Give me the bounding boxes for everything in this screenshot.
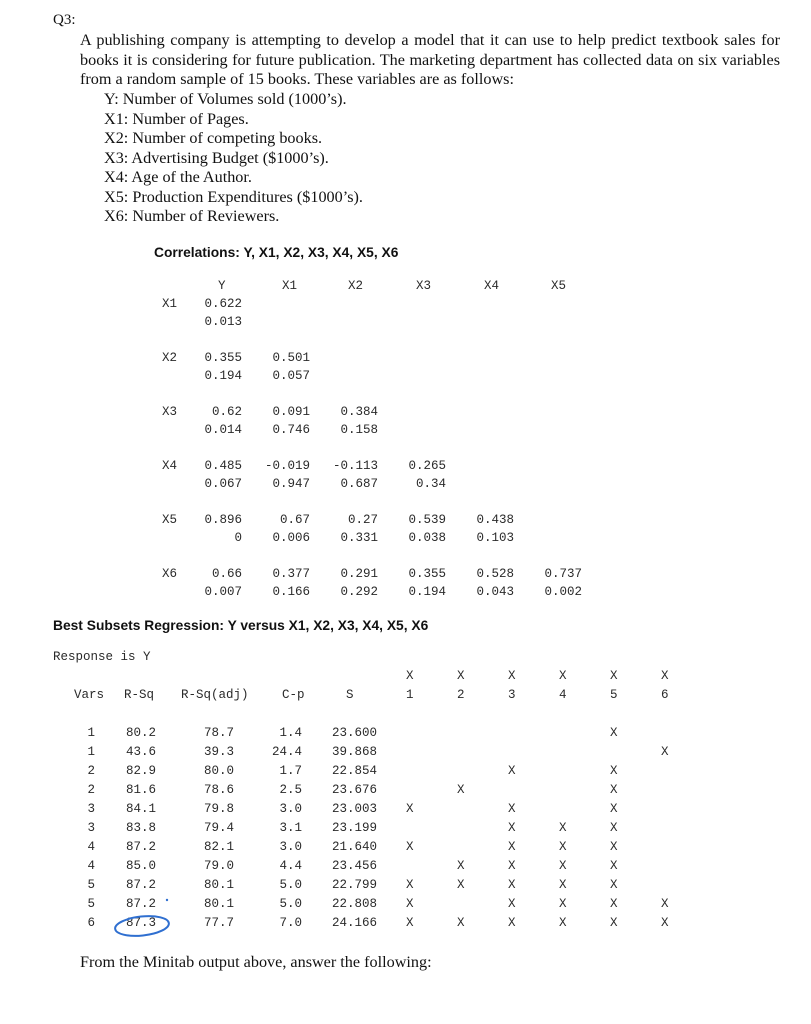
predictor-header-bottom: 1 (406, 688, 414, 702)
bs-predictor-mark: X (406, 840, 414, 854)
bs-rsq: 81.6 (125, 783, 156, 797)
bs-rsq-adj: 80.1 (203, 878, 234, 892)
dot-annotation (166, 899, 168, 901)
corr-p-value: 0.331 (340, 531, 378, 545)
corr-coefficient: 0.66 (211, 567, 242, 581)
bs-vars: 4 (87, 859, 95, 873)
corr-p-value: 0.34 (415, 477, 446, 491)
predictor-header-bottom: 5 (610, 688, 618, 702)
predictor-header-top: X (406, 669, 414, 683)
bs-predictor-mark: X (406, 878, 414, 892)
bs-predictor-mark: X (610, 802, 618, 816)
bs-rsq-adj: 80.0 (203, 764, 234, 778)
corr-row-label: X1 (162, 297, 178, 311)
variable-x3: X3: Advertising Budget ($1000’s). (104, 148, 329, 167)
bs-predictor-mark: X (610, 764, 618, 778)
bs-s: 22.808 (331, 897, 377, 911)
predictor-header-bottom: 2 (457, 688, 465, 702)
bs-s: 24.166 (331, 916, 377, 930)
bs-vars: 1 (87, 726, 95, 740)
bs-predictor-mark: X (457, 783, 465, 797)
predictor-header-top: X (610, 669, 618, 683)
bs-s: 23.676 (331, 783, 377, 797)
bs-s: 23.003 (331, 802, 377, 816)
corr-p-value: 0.103 (476, 531, 514, 545)
corr-coefficient: -0.113 (332, 459, 378, 473)
corr-col-header: X2 (348, 279, 364, 293)
variable-x1: X1: Number of Pages. (104, 109, 249, 128)
bs-predictor-mark: X (661, 745, 669, 759)
best-subsets-title: Best Subsets Regression: Y versus X1, X2, X3, X4, X5, X6 (53, 618, 429, 633)
bs-predictor-mark: X (559, 859, 567, 873)
corr-coefficient: 0.737 (544, 567, 582, 581)
bs-rsq: 82.9 (125, 764, 156, 778)
bs-predictor-mark: X (610, 840, 618, 854)
bs-vars: 2 (87, 764, 95, 778)
corr-p-value: 0.194 (204, 369, 242, 383)
corr-col-header: Y (218, 279, 226, 293)
bs-cp: 1.4 (279, 726, 302, 740)
bs-s: 23.456 (331, 859, 377, 873)
bs-cp: 1.7 (279, 764, 302, 778)
bs-rsq: 43.6 (125, 745, 156, 759)
bs-vars: 2 (87, 783, 95, 797)
corr-coefficient: 0.62 (211, 405, 242, 419)
bs-rsq: 87.2 (125, 897, 156, 911)
bs-rsq-adj: 79.4 (203, 821, 234, 835)
corr-coefficient: 0.622 (204, 297, 242, 311)
bs-predictor-mark: X (610, 897, 618, 911)
response-line: Response is Y (53, 650, 151, 664)
corr-coefficient: 0.091 (272, 405, 310, 419)
corr-coefficient: 0.355 (408, 567, 446, 581)
corr-col-header: X4 (484, 279, 500, 293)
corr-row-label: X5 (162, 513, 178, 527)
bs-rsq-adj: 39.3 (203, 745, 234, 759)
predictor-header-top: X (661, 669, 669, 683)
corr-coefficient: 0.539 (408, 513, 446, 527)
corr-p-value: 0.043 (476, 585, 514, 599)
corr-p-value: 0.158 (340, 423, 378, 437)
bs-vars: 5 (87, 878, 95, 892)
bs-predictor-mark: X (610, 878, 618, 892)
corr-p-value: 0 (234, 531, 242, 545)
bs-rsq-adj: 80.1 (203, 897, 234, 911)
bs-rsq: 87.3 (125, 916, 156, 930)
bs-rsq-adj: 78.7 (203, 726, 234, 740)
bs-rsq-adj: 78.6 (203, 783, 234, 797)
predictor-header-top: X (559, 669, 567, 683)
corr-coefficient: 0.291 (340, 567, 378, 581)
bs-col-header: C-p (282, 688, 305, 702)
bs-rsq-adj: 79.8 (203, 802, 234, 816)
bs-rsq: 83.8 (125, 821, 156, 835)
corr-coefficient: -0.019 (264, 459, 310, 473)
corr-col-header: X3 (416, 279, 432, 293)
bs-rsq-adj: 77.7 (203, 916, 234, 930)
bs-cp: 3.1 (279, 821, 302, 835)
bs-s: 23.199 (331, 821, 377, 835)
bs-cp: 4.4 (279, 859, 302, 873)
corr-p-value: 0.746 (272, 423, 310, 437)
variable-x6: X6: Number of Reviewers. (104, 207, 280, 225)
bs-cp: 24.4 (271, 745, 302, 759)
corr-coefficient: 0.377 (272, 567, 310, 581)
intro-paragraph: A publishing company is attempting to develop a model that it can use to help predict textbook sales for books it is considering for future publication. The marketing department has collected data on six variables from a random sample of 15 books. These variables are as follows: (80, 31, 780, 88)
predictor-header-bottom: 3 (508, 688, 516, 702)
bs-predictor-mark: X (508, 821, 516, 835)
bs-predictor-mark: X (508, 878, 516, 892)
corr-p-value: 0.006 (272, 531, 310, 545)
bs-predictor-mark: X (508, 916, 516, 930)
corr-coefficient: 0.438 (476, 513, 514, 527)
corr-coefficient: 0.384 (340, 405, 378, 419)
bs-predictor-mark: X (508, 859, 516, 873)
correlations-title: Correlations: Y, X1, X2, X3, X4, X5, X6 (154, 245, 399, 260)
bs-predictor-mark: X (610, 859, 618, 873)
bs-col-header: R-Sq (124, 688, 155, 702)
bs-vars: 5 (87, 897, 95, 911)
bs-rsq: 80.2 (125, 726, 156, 740)
bs-rsq-adj: 82.1 (203, 840, 234, 854)
bs-cp: 5.0 (279, 878, 302, 892)
bs-rsq: 85.0 (125, 859, 156, 873)
bs-predictor-mark: X (406, 916, 414, 930)
question-number: Q3: (53, 12, 76, 28)
corr-p-value: 0.002 (544, 585, 582, 599)
bs-cp: 3.0 (279, 802, 302, 816)
variable-x4: X4: Age of the Author. (104, 168, 252, 186)
bs-predictor-mark: X (457, 916, 465, 930)
bs-predictor-mark: X (559, 878, 567, 892)
predictor-header-bottom: 6 (661, 688, 669, 702)
bs-predictor-mark: X (559, 916, 567, 930)
corr-p-value: 0.007 (204, 585, 242, 599)
corr-row-label: X4 (162, 459, 178, 473)
bs-predictor-mark: X (610, 726, 618, 740)
predictor-header-top: X (457, 669, 465, 683)
bs-predictor-mark: X (457, 859, 465, 873)
bs-vars: 4 (87, 840, 95, 854)
corr-p-value: 0.067 (204, 477, 242, 491)
bs-predictor-mark: X (559, 840, 567, 854)
corr-row-label: X2 (162, 351, 178, 365)
bs-vars: 3 (87, 821, 95, 835)
bs-col-header: Vars (74, 688, 105, 702)
bs-predictor-mark: X (559, 821, 567, 835)
bs-rsq: 87.2 (125, 878, 156, 892)
corr-row-label: X6 (162, 567, 178, 581)
bs-predictor-mark: X (610, 916, 618, 930)
bs-cp: 2.5 (279, 783, 302, 797)
bs-predictor-mark: X (661, 916, 669, 930)
predictor-header-bottom: 4 (559, 688, 567, 702)
corr-col-header: X5 (551, 279, 567, 293)
variable-y: Y: Number of Volumes sold (1000’s). (104, 90, 347, 108)
bs-predictor-mark: X (610, 783, 618, 797)
corr-p-value: 0.013 (204, 315, 242, 329)
bs-predictor-mark: X (508, 802, 516, 816)
bs-vars: 3 (87, 802, 95, 816)
corr-coefficient: 0.67 (279, 513, 310, 527)
bs-predictor-mark: X (457, 878, 465, 892)
bs-s: 21.640 (331, 840, 377, 854)
corr-coefficient: 0.896 (204, 513, 242, 527)
bs-cp: 3.0 (279, 840, 302, 854)
bs-s: 22.854 (331, 764, 377, 778)
corr-coefficient: 0.485 (204, 459, 242, 473)
bs-predictor-mark: X (559, 897, 567, 911)
bs-cp: 5.0 (279, 897, 302, 911)
bs-s: 39.868 (331, 745, 377, 759)
bs-predictor-mark: X (406, 802, 414, 816)
bs-rsq: 87.2 (125, 840, 156, 854)
bs-predictor-mark: X (508, 764, 516, 778)
corr-p-value: 0.014 (204, 423, 242, 437)
corr-row-label: X3 (162, 405, 178, 419)
bs-vars: 1 (87, 745, 95, 759)
bs-predictor-mark: X (661, 897, 669, 911)
corr-coefficient: 0.27 (347, 513, 378, 527)
bs-cp: 7.0 (279, 916, 302, 930)
bs-predictor-mark: X (610, 821, 618, 835)
variable-x5: X5: Production Expenditures ($1000’s). (104, 187, 363, 206)
corr-col-header: X1 (282, 279, 298, 293)
footer-instruction: From the Minitab output above, answer the following: (80, 953, 432, 971)
corr-p-value: 0.947 (272, 477, 310, 491)
bs-rsq: 84.1 (125, 802, 156, 816)
bs-rsq-adj: 79.0 (203, 859, 234, 873)
corr-p-value: 0.166 (272, 585, 310, 599)
bs-predictor-mark: X (406, 897, 414, 911)
corr-p-value: 0.292 (340, 585, 378, 599)
corr-coefficient: 0.528 (476, 567, 514, 581)
variable-list (104, 90, 363, 227)
bs-predictor-mark: X (508, 840, 516, 854)
bs-s: 22.799 (331, 878, 377, 892)
corr-coefficient: 0.501 (272, 351, 310, 365)
corr-p-value: 0.194 (408, 585, 446, 599)
corr-p-value: 0.687 (340, 477, 378, 491)
corr-coefficient: 0.265 (408, 459, 446, 473)
bs-col-header: S (346, 688, 354, 702)
corr-p-value: 0.057 (272, 369, 310, 383)
corr-coefficient: 0.355 (204, 351, 242, 365)
bs-vars: 6 (87, 916, 95, 930)
corr-p-value: 0.038 (408, 531, 446, 545)
predictor-header-top: X (508, 669, 516, 683)
variable-x2: X2: Number of competing books. (104, 129, 323, 147)
bs-col-header: R-Sq(adj) (181, 688, 249, 702)
bs-predictor-mark: X (508, 897, 516, 911)
bs-s: 23.600 (331, 726, 377, 740)
